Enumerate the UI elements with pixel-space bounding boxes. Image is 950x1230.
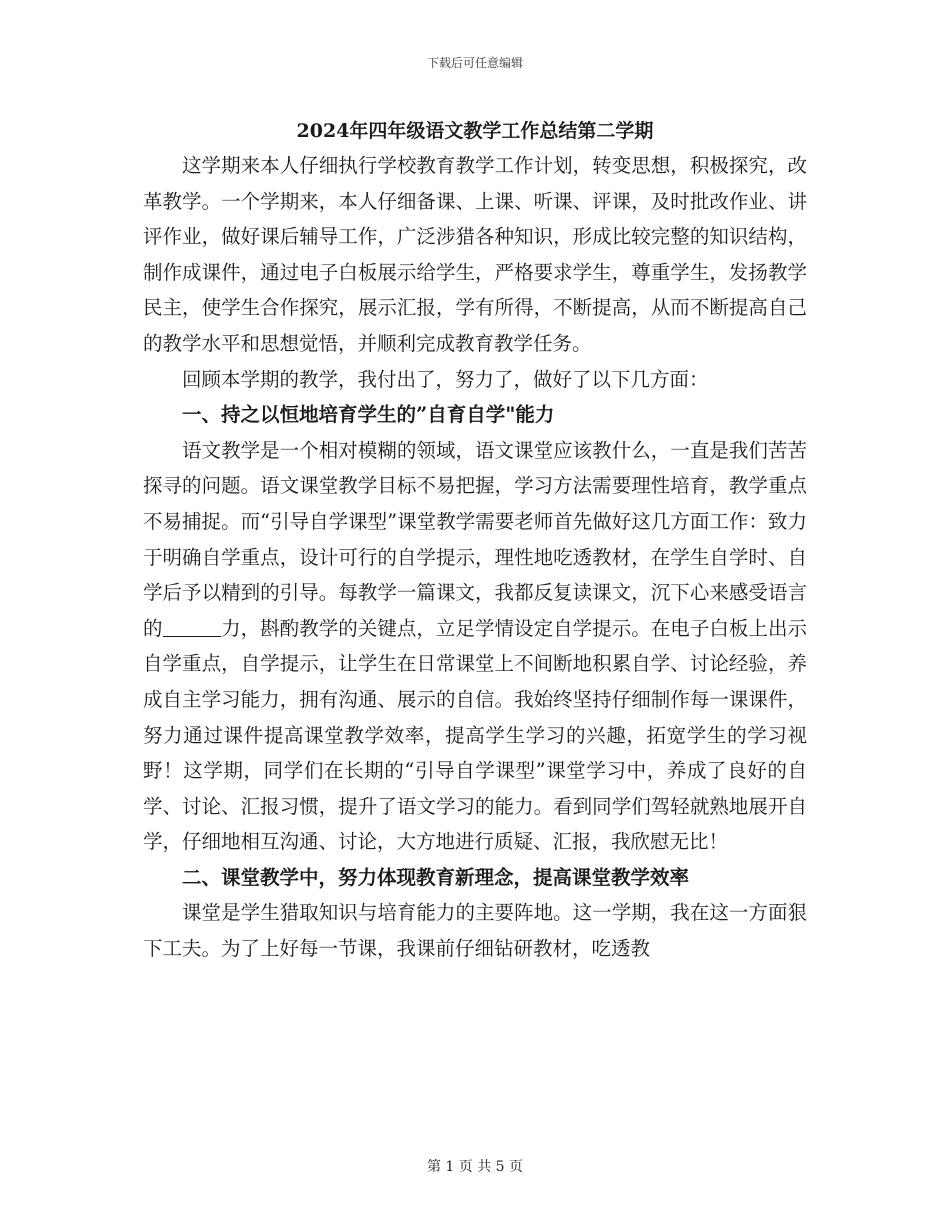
header-note: 下载后可任意编辑 — [426, 56, 523, 70]
paragraph-intro: 这学期来本人仔细执行学校教育教学工作计划，转变思想，积极探究，改革教学。一个学期来，本人仔细备课、上课、听课、评课，及时批改作业、讲评作业，做好课后辅导工作，广泛涉猎各种知识，形成比较完整的知识结构，制作成课件，通过电子白板展示给学生，严格要求学生，尊重学生，发扬教学民主，使学生合作探究，展示汇报，学有所得，不断提高，从而不断提高自己的教学水平和思想觉悟，并顺利完成教育教学任务。 — [143, 154, 807, 355]
paragraph-section-1-part-b: 力，斟酌教学的关键点，立足学情设定自学提示。在电子白板上出示自学重点，自学提示，让学生在日常课堂上不间断地积累自学、讨论经验，养成自主学习能力，拥有沟通、展示的自信。我始终坚持仔细制作每一课课件，努力通过课件提高课堂教学效率，提高学生学习的兴趣，拓宽学生的学习视野！这学期，同学们在长期的“引导自学课型”课堂学习中，养成了良好的自学、讨论、汇报习惯，提升了语文学习的能力。看到同学们驾轻就熟地展开自学，仔细地相互沟通、讨论，大方地进行质疑、汇报，我欣慰无比！ — [143, 616, 807, 854]
paragraph-review: 回顾本学期的教学，我付出了，努力了，做好了以下几方面： — [182, 367, 709, 391]
fill-in-blank — [163, 616, 222, 637]
paragraph-section-1-part-a: 语文教学是一个相对模糊的领域，语文课堂应该教什么，一直是我们苦苦探寻的问题。语文课堂教学目标不易把握，学习方法需要理性培育，教学重点不易捕捉。而“引导自学课型”课堂教学需要老师首先做好这几方面工作：致力于明确自学重点，设计可行的自学提示，理性地吃透教材，在学生自学时、自学后予以精到的引导。每教学一篇课文，我都反复读课文，沉下心来感受语言的 — [143, 438, 807, 640]
document-body — [143, 148, 807, 967]
paragraph-section-1 — [143, 433, 807, 860]
section-heading-2: 二、课堂教学中，努力体现教育新理念，提高课堂教学效率 — [182, 865, 690, 889]
section-heading-1: 一、持之以恒地培育学生的”自育自学"能力 — [182, 403, 555, 427]
page-footer: 第 1 页 共 5 页 — [426, 1159, 524, 1175]
document-title: 2024年四年级语文教学工作总结第二学期 — [296, 120, 654, 142]
paragraph-section-2: 课堂是学生猎取知识与培育能力的主要阵地。这一学期，我在这一方面狠下工夫。为了上好每一节课，我课前仔细钻研教材，吃透教 — [143, 901, 807, 961]
